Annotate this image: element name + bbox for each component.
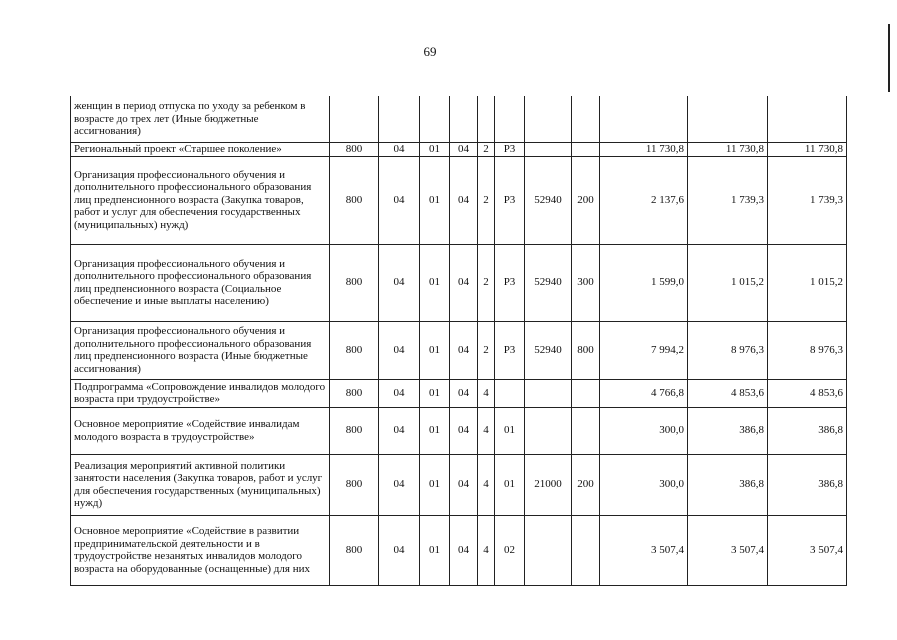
cell-year3: 1 015,2 bbox=[768, 244, 847, 321]
cell-csr3 bbox=[495, 379, 525, 407]
cell-year3: 3 507,4 bbox=[768, 515, 847, 585]
cell-year1 bbox=[600, 96, 688, 142]
cell-ved: 800 bbox=[330, 454, 379, 515]
cell-csr1: 04 bbox=[450, 515, 478, 585]
cell-year2: 1 015,2 bbox=[688, 244, 768, 321]
cell-csr3 bbox=[495, 96, 525, 142]
cell-year1: 7 994,2 bbox=[600, 321, 688, 379]
cell-csr4 bbox=[525, 96, 572, 142]
cell-csr4: 52940 bbox=[525, 321, 572, 379]
cell-ved: 800 bbox=[330, 515, 379, 585]
row-name: Организация профессионального обучения и дополнительного профессионального образования лиц предпенсионного возраста (Социальное обеспечение и иные выплаты населению) bbox=[71, 244, 330, 321]
cell-csr1: 04 bbox=[450, 379, 478, 407]
cell-rz bbox=[379, 96, 420, 142]
cell-ved: 800 bbox=[330, 407, 379, 454]
cell-year2: 3 507,4 bbox=[688, 515, 768, 585]
cell-year2: 386,8 bbox=[688, 454, 768, 515]
cell-pr: 01 bbox=[420, 156, 450, 244]
cell-csr4 bbox=[525, 379, 572, 407]
table-row bbox=[71, 379, 847, 407]
cell-vr: 300 bbox=[572, 244, 600, 321]
cell-rz: 04 bbox=[379, 407, 420, 454]
cell-csr3: P3 bbox=[495, 321, 525, 379]
cell-vr bbox=[572, 379, 600, 407]
cell-csr2: 4 bbox=[478, 379, 495, 407]
cell-rz: 04 bbox=[379, 142, 420, 156]
table-row bbox=[71, 142, 847, 156]
table-row bbox=[71, 156, 847, 244]
budget-table bbox=[70, 96, 847, 586]
cell-pr: 01 bbox=[420, 321, 450, 379]
cell-year1: 4 766,8 bbox=[600, 379, 688, 407]
cell-csr3: P3 bbox=[495, 156, 525, 244]
cell-year2: 386,8 bbox=[688, 407, 768, 454]
row-name: Основное мероприятие «Содействие в развитии предпринимательской деятельности и в трудоустройстве незанятых инвалидов молодого возраста на оборудованные (оснащенные) для них bbox=[71, 515, 330, 585]
table-row bbox=[71, 244, 847, 321]
cell-rz: 04 bbox=[379, 321, 420, 379]
cell-csr2: 2 bbox=[478, 244, 495, 321]
cell-ved: 800 bbox=[330, 156, 379, 244]
cell-year1: 1 599,0 bbox=[600, 244, 688, 321]
cell-csr2: 4 bbox=[478, 515, 495, 585]
cell-pr: 01 bbox=[420, 244, 450, 321]
cell-year2: 1 739,3 bbox=[688, 156, 768, 244]
cell-year1: 11 730,8 bbox=[600, 142, 688, 156]
row-name: Региональный проект «Старшее поколение» bbox=[71, 142, 330, 156]
cell-csr2: 2 bbox=[478, 321, 495, 379]
cell-year2 bbox=[688, 96, 768, 142]
cell-year2: 8 976,3 bbox=[688, 321, 768, 379]
cell-csr4 bbox=[525, 142, 572, 156]
cell-ved: 800 bbox=[330, 379, 379, 407]
cell-rz: 04 bbox=[379, 379, 420, 407]
cell-year1: 300,0 bbox=[600, 407, 688, 454]
cell-year3: 386,8 bbox=[768, 407, 847, 454]
cell-csr1 bbox=[450, 96, 478, 142]
cell-pr: 01 bbox=[420, 454, 450, 515]
cell-csr1: 04 bbox=[450, 142, 478, 156]
cell-year3 bbox=[768, 96, 847, 142]
cell-vr bbox=[572, 142, 600, 156]
row-name: Реализация мероприятий активной политики занятости населения (Закупка товаров, работ и услуг для обеспечения государственных (муниципальных) нужд) bbox=[71, 454, 330, 515]
cell-pr: 01 bbox=[420, 515, 450, 585]
cell-csr3: P3 bbox=[495, 244, 525, 321]
cell-csr3: P3 bbox=[495, 142, 525, 156]
cell-year2: 4 853,6 bbox=[688, 379, 768, 407]
cell-year1: 2 137,6 bbox=[600, 156, 688, 244]
row-name: женщин в период отпуска по уходу за ребенком в возрасте до трех лет (Иные бюджетные ассигнования) bbox=[71, 96, 330, 142]
cell-year3: 386,8 bbox=[768, 454, 847, 515]
cell-year1: 300,0 bbox=[600, 454, 688, 515]
cell-year2: 11 730,8 bbox=[688, 142, 768, 156]
cell-pr: 01 bbox=[420, 142, 450, 156]
cell-year3: 11 730,8 bbox=[768, 142, 847, 156]
cell-vr bbox=[572, 96, 600, 142]
cell-ved bbox=[330, 96, 379, 142]
table-row bbox=[71, 454, 847, 515]
cell-csr4 bbox=[525, 515, 572, 585]
cell-csr2: 4 bbox=[478, 407, 495, 454]
cell-year3: 8 976,3 bbox=[768, 321, 847, 379]
margin-line bbox=[888, 24, 890, 92]
cell-vr bbox=[572, 515, 600, 585]
cell-rz: 04 bbox=[379, 454, 420, 515]
cell-csr1: 04 bbox=[450, 321, 478, 379]
table-row bbox=[71, 321, 847, 379]
cell-vr: 800 bbox=[572, 321, 600, 379]
cell-csr2: 2 bbox=[478, 142, 495, 156]
cell-ved: 800 bbox=[330, 142, 379, 156]
cell-csr3: 01 bbox=[495, 454, 525, 515]
cell-year3: 4 853,6 bbox=[768, 379, 847, 407]
cell-csr2 bbox=[478, 96, 495, 142]
cell-year1: 3 507,4 bbox=[600, 515, 688, 585]
cell-csr1: 04 bbox=[450, 407, 478, 454]
table-row bbox=[71, 407, 847, 454]
page-number: 69 bbox=[423, 44, 437, 59]
cell-year3: 1 739,3 bbox=[768, 156, 847, 244]
cell-csr1: 04 bbox=[450, 454, 478, 515]
cell-ved: 800 bbox=[330, 321, 379, 379]
cell-csr2: 4 bbox=[478, 454, 495, 515]
cell-csr4 bbox=[525, 407, 572, 454]
row-name: Основное мероприятие «Содействие инвалидам молодого возраста в трудоустройстве» bbox=[71, 407, 330, 454]
cell-vr: 200 bbox=[572, 454, 600, 515]
cell-pr: 01 bbox=[420, 379, 450, 407]
table-row bbox=[71, 96, 847, 142]
cell-vr bbox=[572, 407, 600, 454]
cell-pr: 01 bbox=[420, 407, 450, 454]
cell-csr1: 04 bbox=[450, 156, 478, 244]
cell-rz: 04 bbox=[379, 156, 420, 244]
cell-csr3: 01 bbox=[495, 407, 525, 454]
cell-vr: 200 bbox=[572, 156, 600, 244]
row-name: Подпрограмма «Сопровождение инвалидов молодого возраста при трудоустройстве» bbox=[71, 379, 330, 407]
cell-rz: 04 bbox=[379, 244, 420, 321]
cell-csr1: 04 bbox=[450, 244, 478, 321]
cell-csr3: 02 bbox=[495, 515, 525, 585]
cell-csr2: 2 bbox=[478, 156, 495, 244]
row-name: Организация профессионального обучения и дополнительного профессионального образования лиц предпенсионного возраста (Закупка товаров, работ и услуг для обеспечения государственных (муниципальных) нужд) bbox=[71, 156, 330, 244]
cell-rz: 04 bbox=[379, 515, 420, 585]
cell-ved: 800 bbox=[330, 244, 379, 321]
cell-pr bbox=[420, 96, 450, 142]
cell-csr4: 52940 bbox=[525, 244, 572, 321]
cell-csr4: 52940 bbox=[525, 156, 572, 244]
cell-csr4: 21000 bbox=[525, 454, 572, 515]
table-row bbox=[71, 515, 847, 585]
row-name: Организация профессионального обучения и дополнительного профессионального образования лиц предпенсионного возраста (Иные бюджетные ассигнования) bbox=[71, 321, 330, 379]
